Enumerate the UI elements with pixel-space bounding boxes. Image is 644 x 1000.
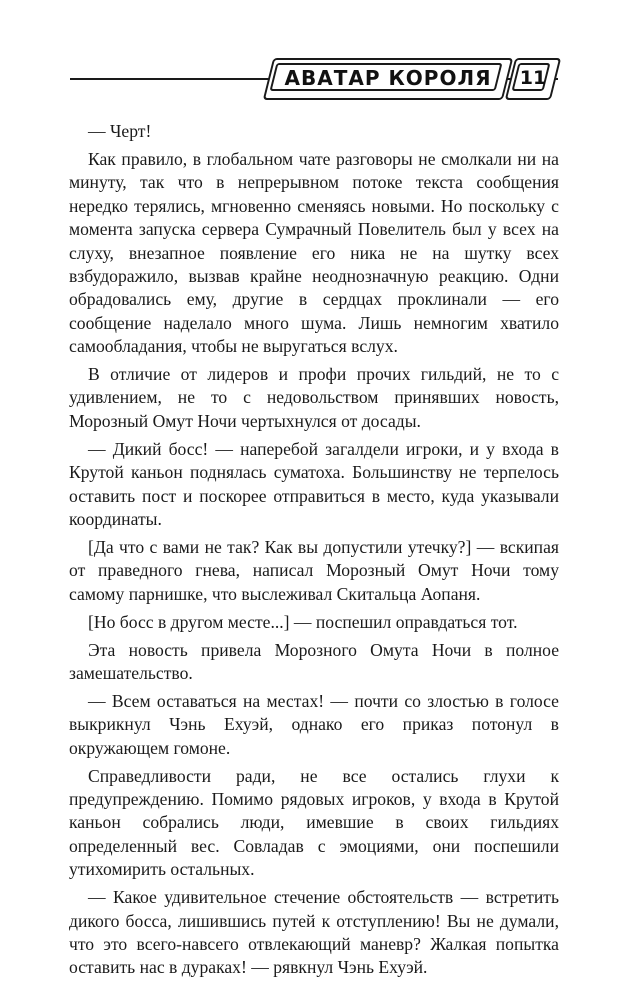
paragraph: — Какое удивительное стечение обстоятельств — встретить дикого босса, лишившись путей к отступлению! Вы не думали, что это всего-навсего отвлекающий маневр? Жалкая попытка оставить нас в дураках! — рявкнул Чэнь Ехуэй.: [69, 887, 559, 978]
book-title: АВАТАР КОРОЛЯ: [284, 66, 492, 90]
page-number-plate: [510, 58, 556, 98]
book-title-plate: [268, 58, 506, 98]
paragraph: Как правило, в глобальном чате разговоры не смолкали ни на минуту, так что в непрерывном потоке текста сообщения нередко терялись, мгновенно сменяясь новыми. Но поскольку с момента запуска сервера Сумрачный Повелитель был у всех на слуху, внезапное появление его ника не на шутку всех взбудоражило, вызвав крайне неоднозначную реакцию. Одни обрадовались ему, другие в сердцах проклинали — его сообщение наделало много шума. Лишь немногим хватило самообладания, чтобы не выругаться вслух.: [69, 148, 559, 357]
paragraph: [Но босс в другом месте...] — поспешил оправдаться тот.: [88, 611, 518, 632]
header-rule-left: [70, 78, 275, 80]
body-text: [69, 120, 559, 980]
paragraph: — Всем оставаться на местах! — почти со злостью в голосе выкрикнул Чэнь Ехуэй, однако его приказ потонул в окружающем гомоне.: [69, 690, 559, 758]
paragraph: Эта новость привела Морозного Омута Ночи в полное замешательство.: [69, 639, 559, 683]
page-number: 11: [519, 67, 547, 89]
running-header: [0, 0, 644, 110]
paragraph: Справедливости ради, не все остались глухи к предупреждению. Помимо рядовых игроков, у входа в Крутой каньон собрались люди, имевшие в своих гильдиях определенный вес. Совладав с эмоциями, они поспешили утихомирить остальных.: [69, 765, 559, 880]
paragraph: [Да что с вами не так? Как вы допустили утечку?] — вскипая от праведного гнева, написал Морозный Омут Ночи тому самому парнишке, что выслеживал Скитальца Аопаня.: [69, 536, 559, 604]
paragraph: — Черт!: [88, 121, 152, 141]
paragraph: В отличие от лидеров и профи прочих гильдий, не то с удивлением, не то с недовольством принявших новость, Морозный Омут Ночи чертыхнулся от досады.: [69, 364, 559, 431]
paragraph: — Дикий босс! — наперебой загалдели игроки, и у входа в Крутой каньон поднялась суматоха. Большинству не терпелось оставить пост и поскорее отправиться в место, куда указывали координаты.: [69, 438, 559, 529]
